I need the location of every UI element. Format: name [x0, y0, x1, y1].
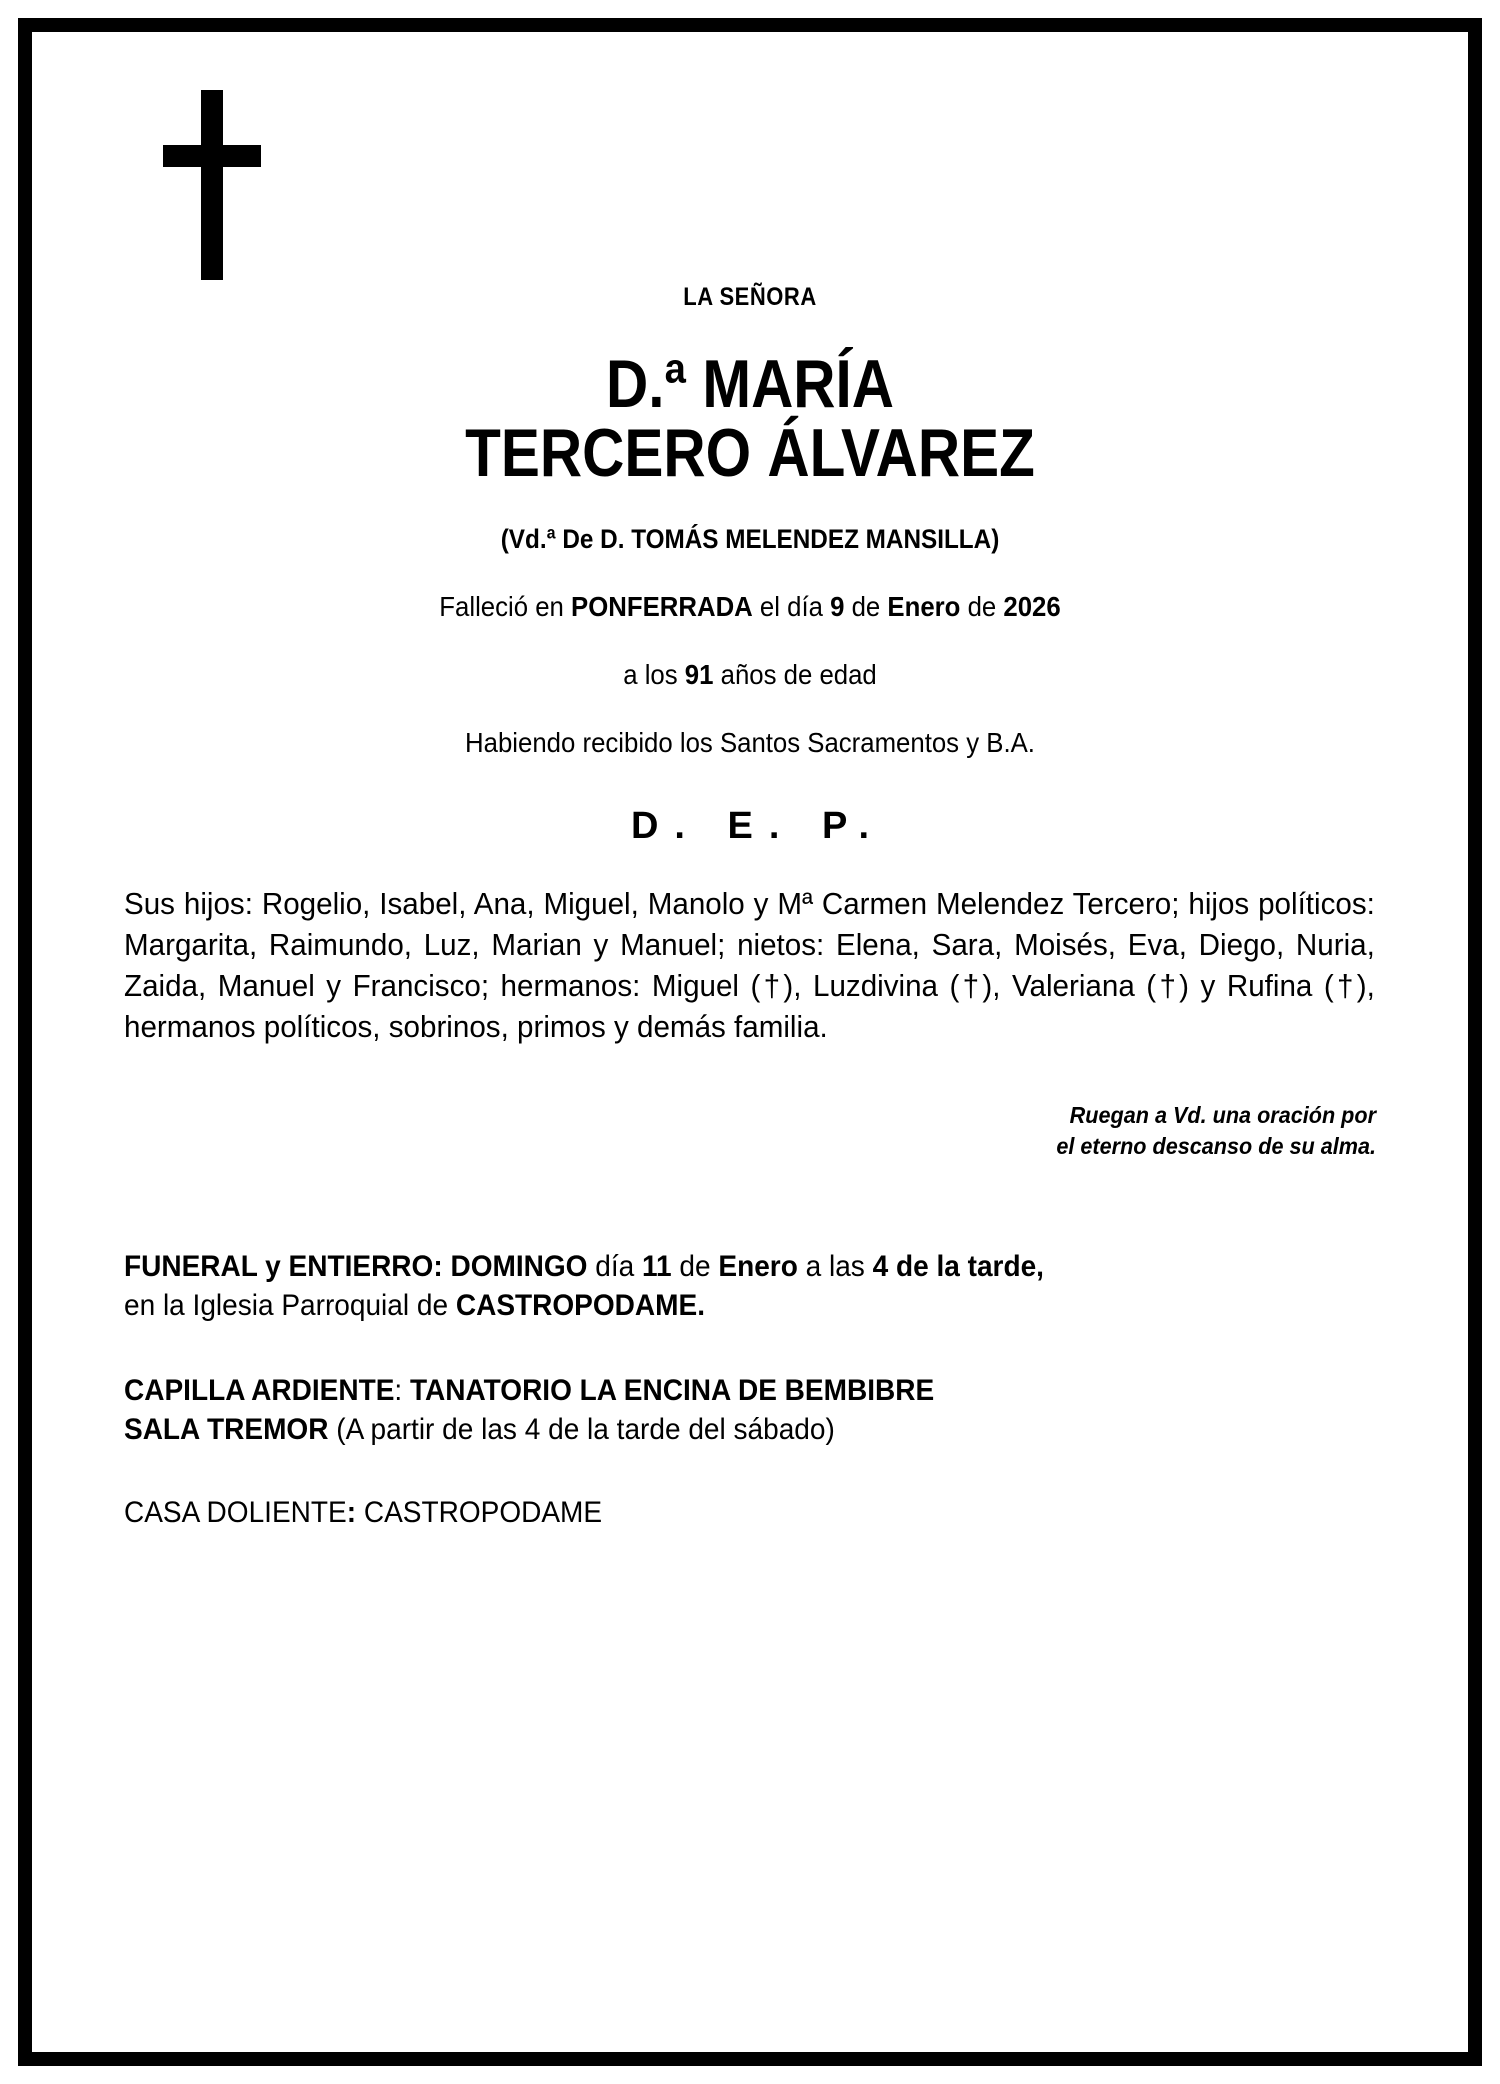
- funeral-dia: día: [587, 1249, 643, 1283]
- funeral-comma: ,: [1036, 1249, 1044, 1283]
- funeral-block: [124, 1248, 1373, 1326]
- deceased-name-line-2: TERCERO ÁLVAREZ: [465, 414, 1035, 491]
- house-colon: :: [346, 1495, 364, 1529]
- funeral-line-1: [124, 1248, 1373, 1287]
- prayer-line-2: el eterno descanso de su alma.: [1056, 1132, 1376, 1159]
- funeral-colon: :: [433, 1249, 451, 1283]
- chapel-line-1: [124, 1372, 1373, 1411]
- chapel-room-note: (A partir de las 4 de la tarde del sábado): [328, 1412, 835, 1446]
- age-value: 91: [684, 659, 714, 691]
- prayer-line-1: Ruegan a Vd. una oración por: [1069, 1101, 1376, 1128]
- house-label: CASA DOLIENTE: [124, 1495, 347, 1529]
- funeral-a-las: a las: [797, 1249, 873, 1283]
- death-line: [174, 591, 1326, 623]
- funeral-month: Enero: [718, 1249, 798, 1283]
- funeral-de: de: [671, 1249, 719, 1283]
- mourning-house-block: [124, 1494, 1373, 1532]
- funeral-church-prefix: en la Iglesia Parroquial de: [124, 1288, 456, 1322]
- death-mid: el día: [752, 591, 831, 623]
- funeral-period: .: [697, 1288, 705, 1322]
- death-de2: de: [960, 591, 1004, 623]
- death-day: 9: [830, 591, 845, 623]
- chapel-colon: :: [394, 1373, 410, 1407]
- death-prefix: Falleció en: [439, 591, 572, 623]
- honorific-label: LA SEÑORA: [683, 283, 817, 311]
- funeral-time: 4 de la tarde: [872, 1249, 1037, 1283]
- age-line: [174, 659, 1326, 691]
- chapel-label: CAPILLA ARDIENTE: [124, 1373, 395, 1407]
- deceased-name-line-1: D.ª MARÍA: [605, 345, 895, 422]
- funeral-church-place: CASTROPODAME: [455, 1288, 698, 1322]
- funeral-label: FUNERAL y ENTIERRO: [124, 1249, 434, 1283]
- chapel-line-2: [124, 1411, 1373, 1450]
- black-border-frame: [18, 18, 1482, 2066]
- cross-horizontal-bar: [163, 145, 261, 167]
- age-suffix: años de edad: [713, 659, 877, 691]
- funeral-line-2: [124, 1287, 1373, 1326]
- funeral-day: 11: [642, 1249, 672, 1283]
- chapel-block: [124, 1372, 1373, 1450]
- latin-cross-icon: [154, 90, 274, 280]
- death-place: PONFERRADA: [571, 591, 753, 623]
- death-de: de: [844, 591, 888, 623]
- spouse-line: (Vd.ª De D. TOMÁS MELENDEZ MANSILLA): [500, 524, 1000, 555]
- sacraments-line: Habiendo recibido los Santos Sacramentos y B.A.: [465, 727, 1035, 759]
- funeral-day-name: DOMINGO: [450, 1249, 588, 1283]
- family-paragraph: Sus hijos: Rogelio, Isabel, Ana, Miguel, Manolo y Mª Carmen Melendez Tercero; hijos políticos: Margarita, Raimundo, Luz, Marian y Manuel; nietos: Elena, Sara, Moisés, Eva, Diego, Nuria, Zaida, Manuel y Francisco; hermanos: Miguel (†), Luzdivina (†), Valeriana (†) y Rufina (†), hermanos políticos, sobrinos, primos y demás familia.: [124, 887, 1375, 1044]
- chapel-venue: TANATORIO LA ENCINA DE BEMBIBRE: [409, 1373, 935, 1407]
- cross-vertical-bar: [201, 90, 223, 280]
- house-place: CASTROPODAME: [363, 1495, 603, 1529]
- age-prefix: a los: [623, 659, 685, 691]
- deceased-name: [124, 345, 1376, 491]
- notice-inner: [32, 32, 1468, 2052]
- death-year: 2026: [1003, 591, 1061, 623]
- notice-content: [124, 284, 1376, 1532]
- dep-line: D. E. P.: [630, 805, 886, 848]
- chapel-room: SALA TREMOR: [124, 1412, 329, 1446]
- prayer-request: [199, 1100, 1376, 1162]
- death-month: Enero: [887, 591, 961, 623]
